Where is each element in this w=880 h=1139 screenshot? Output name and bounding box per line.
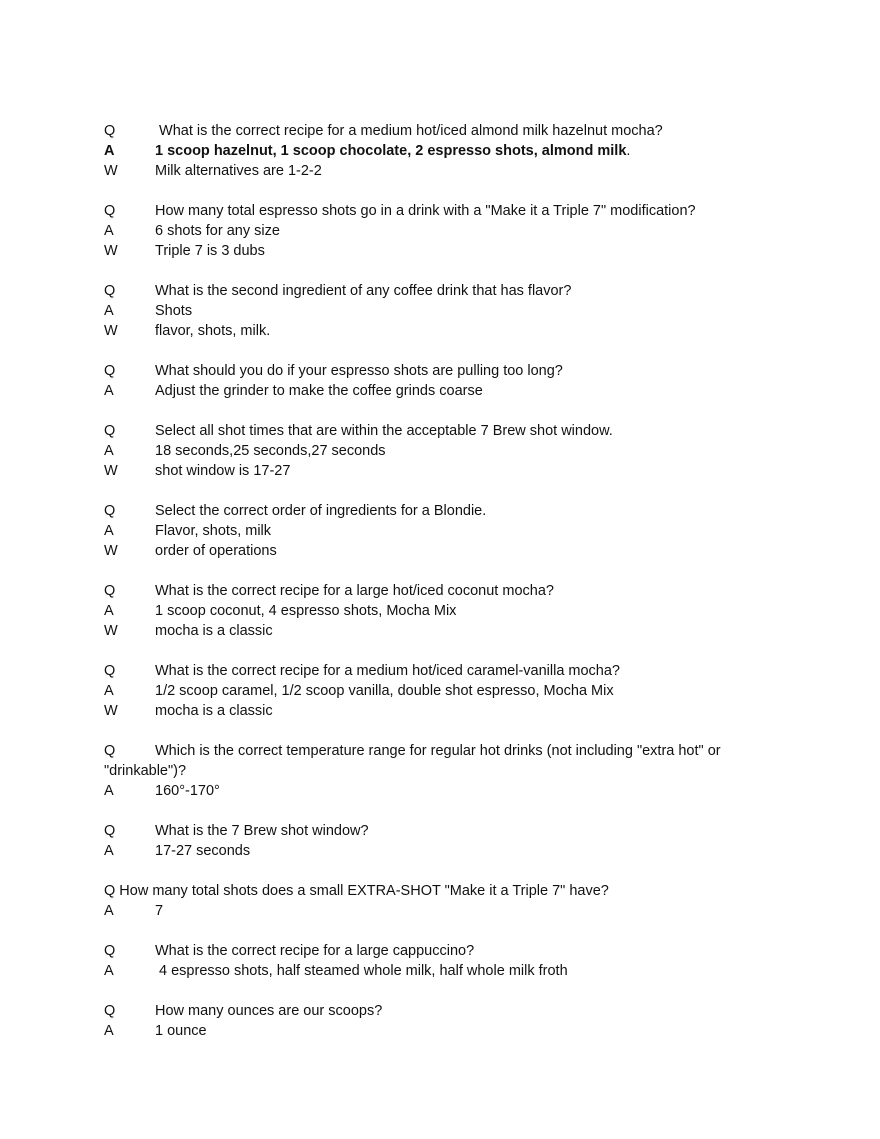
why-text: shot window is 17-27	[155, 463, 291, 479]
a-label: A	[104, 443, 114, 459]
answer-line	[104, 601, 744, 621]
question-line	[104, 361, 744, 381]
question-text: What is the correct recipe for a large hot/iced coconut mocha?	[155, 583, 554, 599]
answer-bold: 1 scoop hazelnut, 1 scoop chocolate, 2 espresso shots, almond milk	[155, 143, 627, 159]
answer-text	[155, 141, 744, 161]
qa-block-7	[104, 581, 744, 641]
answer-line	[104, 841, 744, 861]
why-line	[104, 541, 744, 561]
answer-text: 18 seconds,25 seconds,27 seconds	[155, 443, 386, 459]
q-label: Q	[104, 823, 116, 839]
a-label: A	[104, 603, 114, 619]
a-label: A	[104, 303, 114, 319]
a-label: A	[104, 683, 114, 699]
qa-list	[104, 121, 744, 1061]
question-line	[104, 501, 744, 521]
qa-block-1	[104, 121, 744, 181]
w-label: W	[104, 623, 118, 639]
answer-line	[104, 521, 744, 541]
q-label: Q	[104, 943, 116, 959]
why-text: mocha is a classic	[155, 623, 273, 639]
answer-line	[104, 681, 744, 701]
question-text: What is the second ingredient of any coffee drink that has flavor?	[155, 283, 572, 299]
question-line	[104, 661, 744, 681]
qa-block-5	[104, 421, 744, 481]
answer-text: 1 ounce	[155, 1023, 207, 1039]
question-text: What is the correct recipe for a medium hot/iced caramel-vanilla mocha?	[155, 663, 620, 679]
answer-text: 1/2 scoop caramel, 1/2 scoop vanilla, double shot espresso, Mocha Mix	[155, 683, 614, 699]
answer-text: 1 scoop coconut, 4 espresso shots, Mocha Mix	[155, 603, 457, 619]
a-label: A	[104, 963, 114, 979]
question-text: What is the 7 Brew shot window?	[155, 823, 369, 839]
q-label: Q	[104, 583, 116, 599]
w-label: W	[104, 323, 118, 339]
answer-line	[104, 1021, 744, 1041]
q-label: Q	[104, 123, 116, 139]
a-label: A	[104, 383, 114, 399]
why-text: Triple 7 is 3 dubs	[155, 243, 265, 259]
why-text: order of operations	[155, 543, 277, 559]
question-text: What should you do if your espresso shots are pulling too long?	[155, 363, 563, 379]
answer-text: 17-27 seconds	[155, 843, 251, 859]
qa-block-12	[104, 941, 744, 981]
q-label: Q	[104, 203, 116, 219]
question-line	[104, 941, 744, 961]
answer-text: Adjust the grinder to make the coffee grinds coarse	[155, 383, 483, 399]
question-text: What is the correct recipe for a large cappuccino?	[155, 943, 475, 959]
question-text: What is the correct recipe for a medium hot/iced almond milk hazelnut mocha?	[155, 123, 663, 139]
answer-text: 6 shots for any size	[155, 223, 280, 239]
qa-block-3	[104, 281, 744, 341]
answer-line	[104, 301, 744, 321]
answer-text: 7	[155, 903, 164, 919]
question-line	[104, 581, 744, 601]
question-line	[104, 421, 744, 441]
qa-block-2	[104, 201, 744, 261]
qa-block-13	[104, 1001, 744, 1041]
question-line	[104, 821, 744, 841]
question-text-inline: Q How many total shots does a small EXTRA-SHOT "Make it a Triple 7" have?	[104, 883, 609, 899]
why-line	[104, 241, 744, 261]
why-line	[104, 161, 744, 181]
qa-block-9	[104, 741, 744, 801]
why-text: flavor, shots, milk.	[155, 323, 271, 339]
question-text: How many ounces are our scoops?	[155, 1003, 383, 1019]
a-label: A	[104, 523, 114, 539]
a-label: A	[104, 783, 114, 799]
answer-line	[104, 221, 744, 241]
question-line	[104, 741, 744, 761]
q-label: Q	[104, 503, 116, 519]
q-label: Q	[104, 363, 116, 379]
w-label: W	[104, 163, 118, 179]
why-text: mocha is a classic	[155, 703, 273, 719]
a-label: A	[104, 223, 114, 239]
question-text: How many total espresso shots go in a drink with a "Make it a Triple 7" modification?	[155, 203, 696, 219]
qa-block-4	[104, 361, 744, 401]
answer-line	[104, 901, 744, 921]
question-text: Select all shot times that are within the acceptable 7 Brew shot window.	[155, 423, 613, 439]
answer-text: 4 espresso shots, half steamed whole milk, half whole milk froth	[155, 963, 568, 979]
question-text: Select the correct order of ingredients for a Blondie.	[155, 503, 487, 519]
q-label: Q	[104, 663, 116, 679]
a-label: A	[104, 1023, 114, 1039]
answer-text: 160°-170°	[155, 783, 220, 799]
answer-line	[104, 441, 744, 461]
question-line	[104, 281, 744, 301]
qa-block-6	[104, 501, 744, 561]
w-label: W	[104, 243, 118, 259]
answer-suffix: .	[626, 143, 631, 159]
question-text-line-1: Which is the correct temperature range for regular hot drinks (not including "extra hot" or	[155, 743, 721, 759]
answer-text: Flavor, shots, milk	[155, 523, 272, 539]
q-label: Q	[104, 423, 116, 439]
qa-block-8	[104, 661, 744, 721]
q-label: Q	[104, 743, 116, 759]
why-line	[104, 321, 744, 341]
q-label: Q	[104, 283, 116, 299]
why-text: Milk alternatives are 1-2-2	[155, 163, 322, 179]
answer-line	[104, 381, 744, 401]
q-label: Q	[104, 1003, 116, 1019]
answer-line	[104, 961, 744, 981]
w-label: W	[104, 543, 118, 559]
qa-block-10	[104, 821, 744, 861]
question-line	[104, 1001, 744, 1021]
w-label: W	[104, 703, 118, 719]
w-label: W	[104, 463, 118, 479]
question-text-line-2: "drinkable")?	[104, 763, 187, 779]
qa-block-11	[104, 881, 744, 921]
a-label: A	[104, 843, 114, 859]
why-line	[104, 461, 744, 481]
answer-line	[104, 781, 744, 801]
answer-line	[104, 141, 744, 161]
why-line	[104, 701, 744, 721]
a-label: A	[104, 903, 114, 919]
question-line	[104, 121, 744, 141]
question-line	[104, 201, 744, 221]
answer-text: Shots	[155, 303, 193, 319]
why-line	[104, 621, 744, 641]
a-label: A	[104, 143, 115, 159]
